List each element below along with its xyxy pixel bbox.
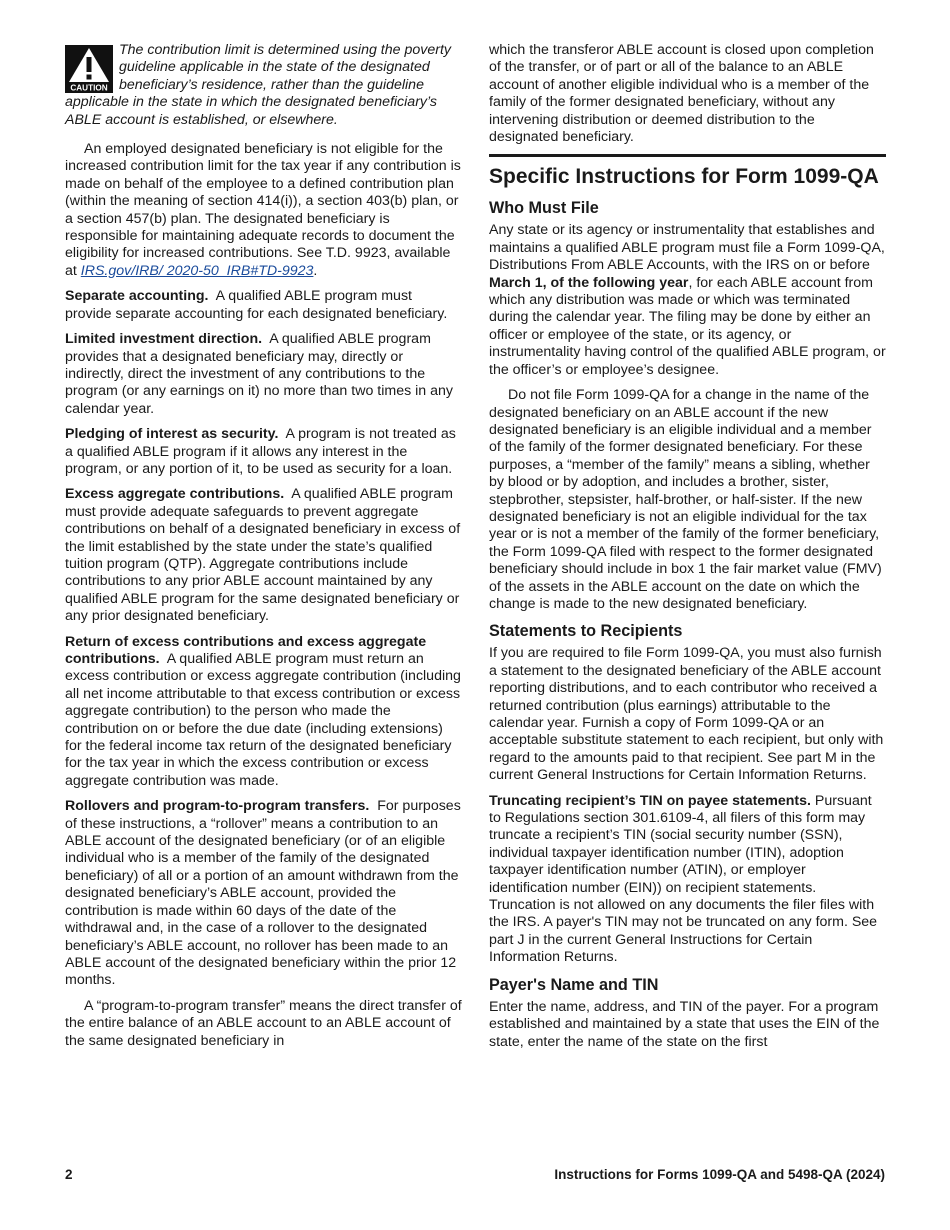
- payer-heading: Payer's Name and TIN: [489, 975, 659, 994]
- section-title: Specific Instructions for Form 1099-QA: [489, 165, 879, 189]
- truncating-paragraph: [489, 793, 886, 967]
- pledging-text: A program is not treated as a qualified ABLE program if it allows any interest in the program, or any portion of it, to be used as security for a loan.: [65, 426, 456, 477]
- who-text-1: Any state or its agency or instrumentality that establishes and maintains a qualified ABLE program must file a Form 1099-QA, Distributions From ABLE Accounts, with the IRS on or before: [489, 222, 885, 274]
- transfer-paragraph: A “program-to-program transfer” means the direct transfer of the entire balance of an ABLE account to an ABLE account of the same designated beneficiary in: [65, 997, 462, 1049]
- caution-note: [65, 42, 462, 129]
- return-excess-text: A qualified ABLE program must return an excess contribution or excess aggregate contribution (including all net income attributable to that excess contribution or excess aggregate contribution) to the person who made the contribution on or before the due date (including extensions) for the federal income tax return of the designated beneficiary for the tax year in which the excess contribution or excess aggregate contribution was made.: [65, 651, 461, 789]
- do-not-file-paragraph: Do not file Form 1099-QA for a change in the name of the designated beneficiary on an ABLE account if the new designated beneficiary is an eligible individual and a member of the family of the former designated beneficiary. For these purposes, a “member of the family” means a sibling, whether by blood or by adoption, and includes a brother, sister, stepbrother, stepsister, half-brother, or half-sister. If the new designated beneficiary is not an eligible individual for the tax year or is not a member of the family of the former beneficiary, the Form 1099-QA filed with respect to the former designated beneficiary should include in box 1 the fair market value (FMV) of the assets in the ABLE account on the date on which the change is made to the new designated beneficiary.: [489, 387, 882, 612]
- truncating-text: Pursuant to Regulations section 301.6109-4, all filers of this form may truncate a recipient’s TIN (social security number (SSN), individual taxpayer identification number (ITIN), adoption taxpayer identification number (ATIN), or employer identification number (EIN)) on recipient statements. Truncation is not allowed on any documents the filer files with the IRS. A payer's TIN may not be truncated on any form. See part J in the current General Instructions for Certain Information Returns.: [489, 792, 878, 966]
- separate-accounting-title: Separate accounting.: [65, 288, 209, 305]
- rollovers-paragraph: [65, 798, 462, 989]
- pledging-title: Pledging of interest as security.: [65, 426, 279, 443]
- right-column: [489, 42, 886, 1059]
- excess-aggregate-title: Excess aggregate contributions.: [65, 486, 285, 503]
- return-excess-title: Return of excess contributions and excess aggregate contributions.: [65, 633, 427, 667]
- separate-accounting-paragraph: [65, 288, 462, 323]
- who-must-file-paragraph: [489, 222, 886, 379]
- transfer-continued-paragraph: which the transferor ABLE account is closed upon completion of the transfer, or of part or all of the balance to an ABLE account of another eligible individual who is a member of the family of the former designated beneficiary, without any intervening distribution or deemed distribution to the designated beneficiary.: [489, 42, 874, 146]
- td-9923-link[interactable]: IRS.gov/IRB/ 2020-50_IRB#TD-9923: [80, 262, 314, 279]
- limited-investment-title: Limited investment direction.: [65, 331, 263, 348]
- rollovers-text: For purposes of these instructions, a “rollover” means a contribution to an ABLE account of the designated beneficiary (or of an eligible individual who is a member of the family of the designated beneficiary) of all or a portion of an amount withdrawn from the designated beneficiary’s ABLE account, provided the contribution is made within 60 days of the date of the withdrawal and, in the case of a rollover to the designated beneficiary’s ABLE account, no rollover has been made to an ABLE account of the designated beneficiary within the prior 12 months.: [65, 798, 461, 989]
- who-must-file-heading: Who Must File: [489, 199, 599, 218]
- excess-aggregate-text: A qualified ABLE program must provide adequate safeguards to prevent aggregate contributions on behalf of a designated beneficiary in excess of the limit established by the state under the state’s qualified tuition program (QTP). Aggregate contributions include contributions to any prior ABLE account maintained by any qualified ABLE program for the same designated beneficiary or any prior designated beneficiary.: [65, 486, 461, 625]
- pledging-paragraph: [65, 426, 462, 478]
- employed-paragraph: [65, 141, 462, 280]
- caution-text: The contribution limit is determined using the poverty guideline applicable in the state of the designated beneficiary’s residence, rather than the guideline applicable in the state in which the designated beneficiary’s ABLE account is established, or elsewhere.: [65, 42, 451, 128]
- footer-title: Instructions for Forms 1099-QA and 5498-QA (2024): [554, 1167, 885, 1182]
- statements-heading: Statements to Recipients: [489, 622, 683, 641]
- left-column: [65, 42, 462, 1058]
- limited-investment-paragraph: [65, 331, 462, 418]
- excess-aggregate-paragraph: [65, 486, 462, 625]
- who-deadline: March 1, of the following year: [489, 274, 689, 291]
- caution-icon: [65, 45, 113, 93]
- caution-icon-label: CAUTION: [70, 83, 108, 93]
- rollovers-title: Rollovers and program-to-program transfers.: [65, 798, 370, 815]
- who-text-2: , for each ABLE account from which any distribution was made or which was terminated during the calendar year. The filing may be done by either an officer or employee of the state, or its agency, or instrumentality having control of the qualified ABLE program, or the officer’s or employee’s designee.: [489, 274, 886, 378]
- separate-accounting-text: A qualified ABLE program must provide separate accounting for each designated beneficiary.: [65, 288, 448, 322]
- payer-paragraph: Enter the name, address, and TIN of the payer. For a program established and maintained by a state that uses the EIN of the state, enter the name of the state on the first: [489, 998, 880, 1050]
- page-number: 2: [65, 1167, 73, 1182]
- section-divider: [489, 154, 886, 157]
- statements-paragraph: If you are required to file Form 1099-QA, you must also furnish a statement to the designated beneficiary of the ABLE account reporting distributions, and to each contributor who received a returned contribution (plus earnings) attributable to the calendar year. Furnish a copy of Form 1099-QA or an acceptable substitute statement to each recipient, but only with regard to the amounts paid to that recipient. See part M in the current General Instructions for Certain Information Returns.: [489, 645, 884, 784]
- truncating-title: Truncating recipient’s TIN on payee statements.: [489, 792, 811, 809]
- employed-text: An employed designated beneficiary is not eligible for the increased contribution limit for the tax year if any contribution is made on behalf of the employee to a defined contribution plan (within the meaning of section 414(i)), a section 403(b) plan, or a section 457(b) plan. The designated beneficiary is responsible for maintaining adequate records to document the eligibility for increased contributions. See T.D. 9923, available at: [65, 141, 461, 279]
- limited-investment-text: A qualified ABLE program provides that a designated beneficiary may, directly or indirectly, direct the investment of any contributions to the program (or any earnings on it) no more than two times in any calendar year.: [65, 331, 453, 417]
- employed-end: .: [313, 262, 318, 279]
- return-excess-paragraph: [65, 634, 462, 791]
